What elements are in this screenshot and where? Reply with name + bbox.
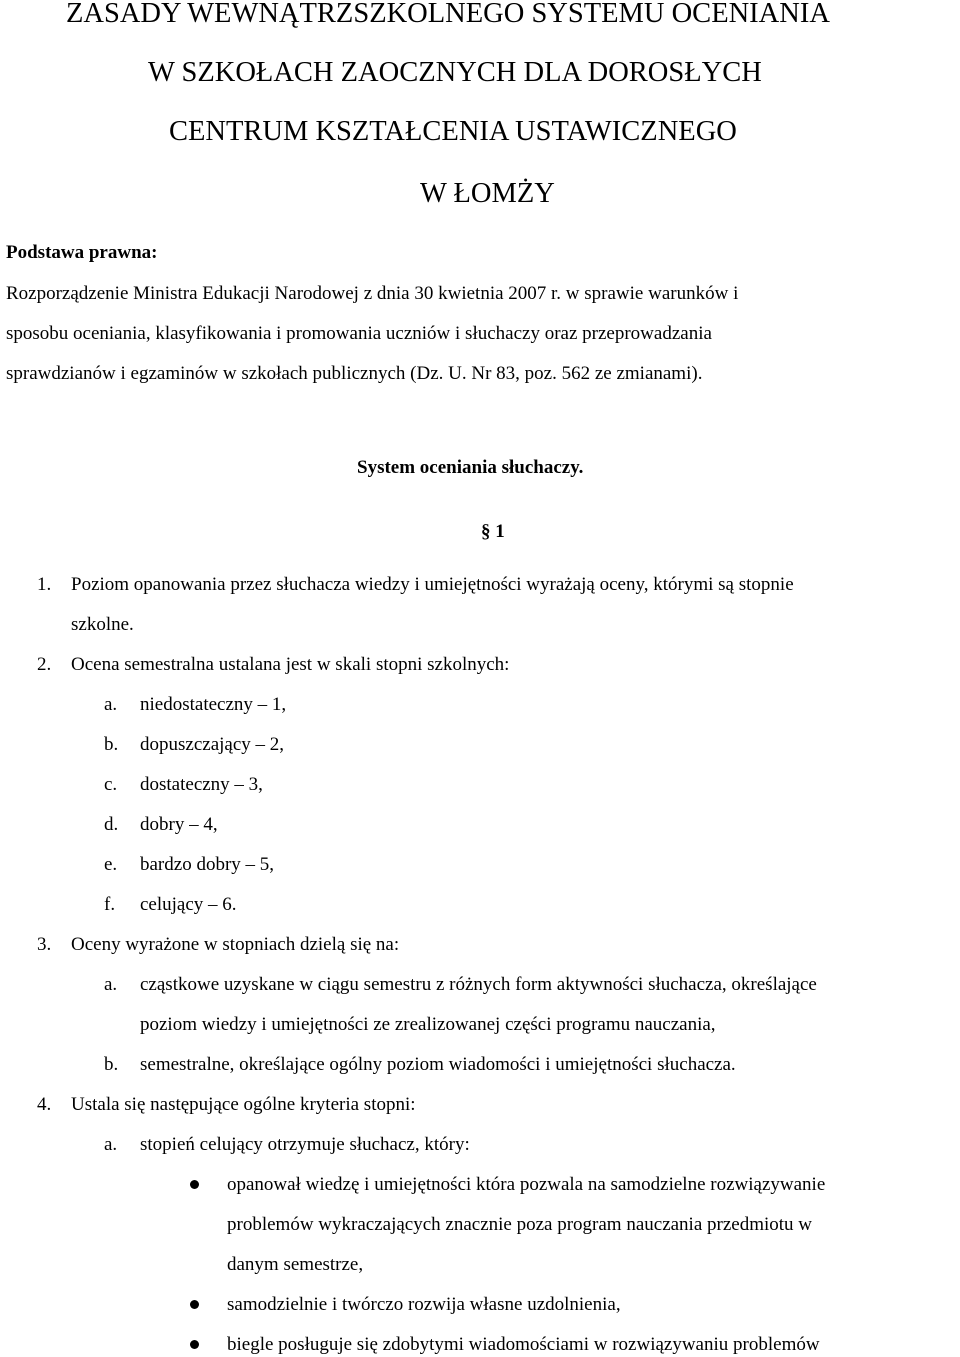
sub-item-letter: a. — [104, 974, 118, 995]
grade-item: celujący – 6. — [140, 894, 237, 915]
grade-item: niedostateczny – 1, — [140, 694, 287, 715]
sub-item-text: poziom wiedzy i umiejętności ze zrealizowanej części programu nauczania, — [140, 1014, 716, 1035]
item-text: Poziom opanowania przez słuchacza wiedzy i umiejętności wyrażają oceny, którymi są stopnie — [71, 574, 794, 595]
item-number: 1. — [37, 574, 52, 595]
paragraph-mark: § 1 — [481, 521, 505, 542]
criteria-bullet-text: danym semestrze, — [227, 1254, 364, 1275]
item-number: 4. — [37, 1094, 52, 1115]
item-number: 3. — [37, 934, 52, 955]
item-text: Ustala się następujące ogólne kryteria stopni: — [71, 1094, 416, 1115]
item-text: szkolne. — [71, 614, 134, 635]
legal-basis-heading: Podstawa prawna: — [6, 242, 158, 263]
section-heading: System oceniania słuchaczy. — [357, 457, 584, 478]
criteria-bullet-text: biegle posługuje się zdobytymi wiadomościami w rozwiązywaniu problemów — [227, 1334, 820, 1355]
legal-basis-line: Rozporządzenie Ministra Edukacji Narodowej z dnia 30 kwietnia 2007 r. w sprawie warunków i — [6, 283, 739, 304]
grade-item: dopuszczający – 2, — [140, 734, 285, 755]
sub-item-letter: a. — [104, 1134, 118, 1155]
sub-item-text: stopień celujący otrzymuje słuchacz, który: — [140, 1134, 470, 1155]
bullet-icon — [190, 1300, 199, 1309]
grade-item: dostateczny – 3, — [140, 774, 263, 795]
item-text: Oceny wyrażone w stopniach dzielą się na: — [71, 934, 400, 955]
item-text: Ocena semestralna ustalana jest w skali stopni szkolnych: — [71, 654, 510, 675]
sub-item-text: cząstkowe uzyskane w ciągu semestru z różnych form aktywności słuchacza, określające — [140, 974, 817, 995]
item-number: 2. — [37, 654, 52, 675]
grade-item: dobry – 4, — [140, 814, 218, 835]
criteria-bullet-text: opanował wiedzę i umiejętności która pozwala na samodzielne rozwiązywanie — [227, 1174, 826, 1195]
title-line-4: W ŁOMŻY — [420, 178, 555, 209]
legal-basis-line: sprawdzianów i egzaminów w szkołach publicznych (Dz. U. Nr 83, poz. 562 ze zmianami). — [6, 363, 703, 384]
grade-item: bardzo dobry – 5, — [140, 854, 275, 875]
sub-item-letter: a. — [104, 694, 118, 715]
title-line-3: CENTRUM KSZTAŁCENIA USTAWICZNEGO — [169, 116, 737, 147]
bullet-icon — [190, 1180, 199, 1189]
sub-item-letter: c. — [104, 774, 118, 795]
bullet-icon — [190, 1340, 199, 1349]
sub-item-text: semestralne, określające ogólny poziom wiadomości i umiejętności słuchacza. — [140, 1054, 736, 1075]
sub-item-letter: d. — [104, 814, 119, 835]
sub-item-letter: e. — [104, 854, 118, 875]
title-line-1: ZASADY WEWNĄTRZSZKOLNEGO SYSTEMU OCENIANIA — [66, 0, 830, 29]
legal-basis-line: sposobu oceniania, klasyfikowania i promowania uczniów i słuchaczy oraz przeprowadzania — [6, 323, 712, 344]
criteria-bullet-text: samodzielnie i twórczo rozwija własne uzdolnienia, — [227, 1294, 621, 1315]
criteria-bullet-text: problemów wykraczających znacznie poza program nauczania przedmiotu w — [227, 1214, 813, 1235]
sub-item-letter: f. — [104, 894, 116, 915]
title-line-2: W SZKOŁACH ZAOCZNYCH DLA DOROSŁYCH — [148, 57, 762, 88]
sub-item-letter: b. — [104, 734, 119, 755]
sub-item-letter: b. — [104, 1054, 119, 1075]
